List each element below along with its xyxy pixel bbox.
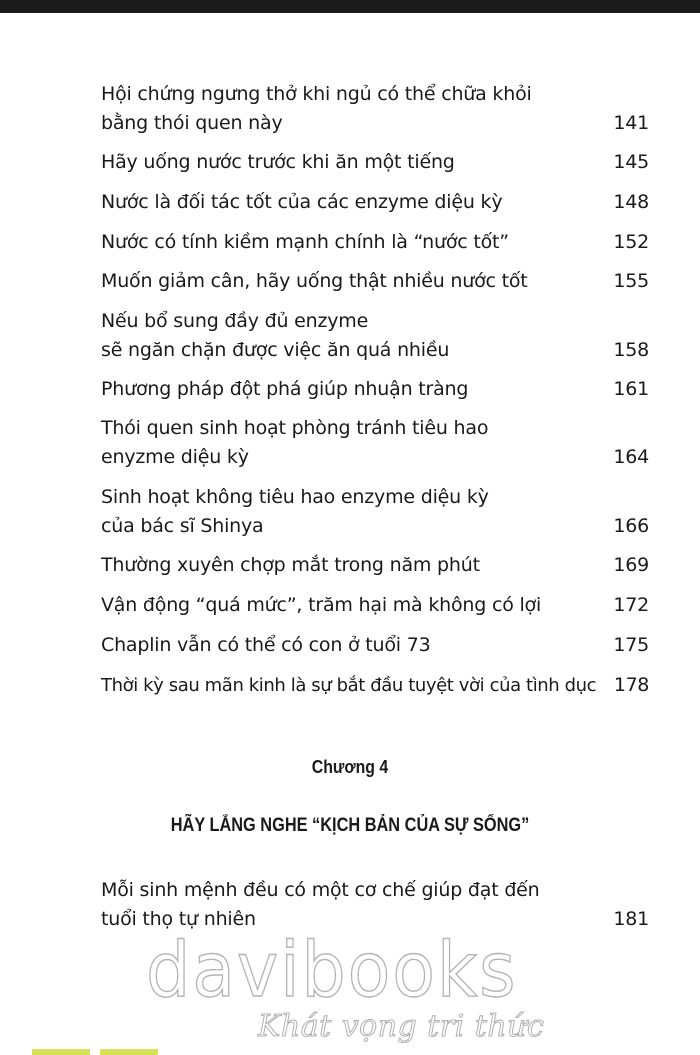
toc-entry	[101, 414, 649, 472]
watermark-brand: davibooks	[146, 925, 518, 1014]
toc-entry-title: Thời kỳ sau mãn kinh là sự bắt đầu tuyệt vời của tình dục	[101, 675, 597, 696]
chapter-title: HÃY LẮNG NGHE “KỊCH BẢN CỦA SỰ SỐNG”	[170, 815, 530, 836]
watermark-tagline: Khát vọng tri thức	[258, 1009, 545, 1044]
toc-entry-title: Nếu bổ sung đầy đủ enzyme sẽ ngăn chặn được việc ăn quá nhiều	[101, 310, 450, 361]
toc-entry-page: 145	[613, 151, 649, 173]
toc-entry	[101, 671, 649, 700]
toc-entry	[101, 307, 649, 365]
toc-entry-page: 152	[613, 231, 649, 253]
toc-entry	[101, 551, 649, 580]
toc-entry-title: Chaplin vẫn có thể có con ở tuổi 73	[101, 634, 431, 656]
toc-entry-title: Hội chứng ngưng thở khi ngủ có thể chữa khỏi bằng thói quen này	[101, 83, 532, 134]
watermark	[146, 925, 546, 1048]
bottom-edge-mark	[100, 1049, 158, 1055]
toc-entry-title: Thói quen sinh hoạt phòng tránh tiêu hao enyzme diệu kỳ	[101, 417, 489, 468]
toc-entry	[101, 267, 649, 296]
toc-entry-page: 178	[613, 674, 649, 696]
toc-entry	[101, 375, 649, 404]
toc-entry-page: 141	[613, 112, 649, 134]
toc-entry-page: 155	[613, 270, 649, 292]
toc-entry-title: Mỗi sinh mệnh đều có một cơ chế giúp đạt đến tuổi thọ tự nhiên	[101, 879, 540, 930]
toc-entry	[101, 631, 649, 660]
toc-entry-title: Sinh hoạt không tiêu hao enzyme diệu kỳ của bác sĩ Shinya	[101, 486, 489, 537]
toc-entry	[101, 591, 649, 620]
toc-entry-page: 172	[613, 594, 649, 616]
toc-entry-page: 164	[613, 446, 649, 468]
toc-entry-page: 169	[613, 554, 649, 576]
toc-entry-page: 148	[613, 191, 649, 213]
toc-entry	[101, 483, 649, 541]
toc-entry-page: 181	[613, 908, 649, 930]
toc-entry-title: Thường xuyên chợp mắt trong năm phút	[101, 554, 480, 576]
toc-entry	[101, 188, 649, 217]
toc-entry-title: Hãy uống nước trước khi ăn một tiếng	[101, 151, 455, 173]
toc-entry-title: Nước có tính kiềm mạnh chính là “nước tốt”	[101, 231, 509, 253]
toc-entry-page: 158	[613, 339, 649, 361]
toc-entry-title: Muốn giảm cân, hãy uống thật nhiều nước tốt	[101, 270, 528, 292]
toc-entry	[101, 228, 649, 257]
bottom-edge-mark	[32, 1049, 90, 1055]
toc-entry-page: 166	[613, 515, 649, 537]
toc-entry	[101, 80, 649, 138]
toc-entry	[101, 148, 649, 177]
toc-entry-page: 175	[613, 634, 649, 656]
toc-entry-title: Nước là đối tác tốt của các enzyme diệu kỳ	[101, 191, 503, 213]
chapter-label: Chương 4	[311, 757, 389, 777]
toc-entry-title: Phương pháp đột phá giúp nhuận tràng	[101, 378, 469, 400]
toc-entry-title: Vận động “quá mức”, trăm hại mà không có lợi	[101, 594, 542, 616]
toc-entry-page: 161	[613, 378, 649, 400]
